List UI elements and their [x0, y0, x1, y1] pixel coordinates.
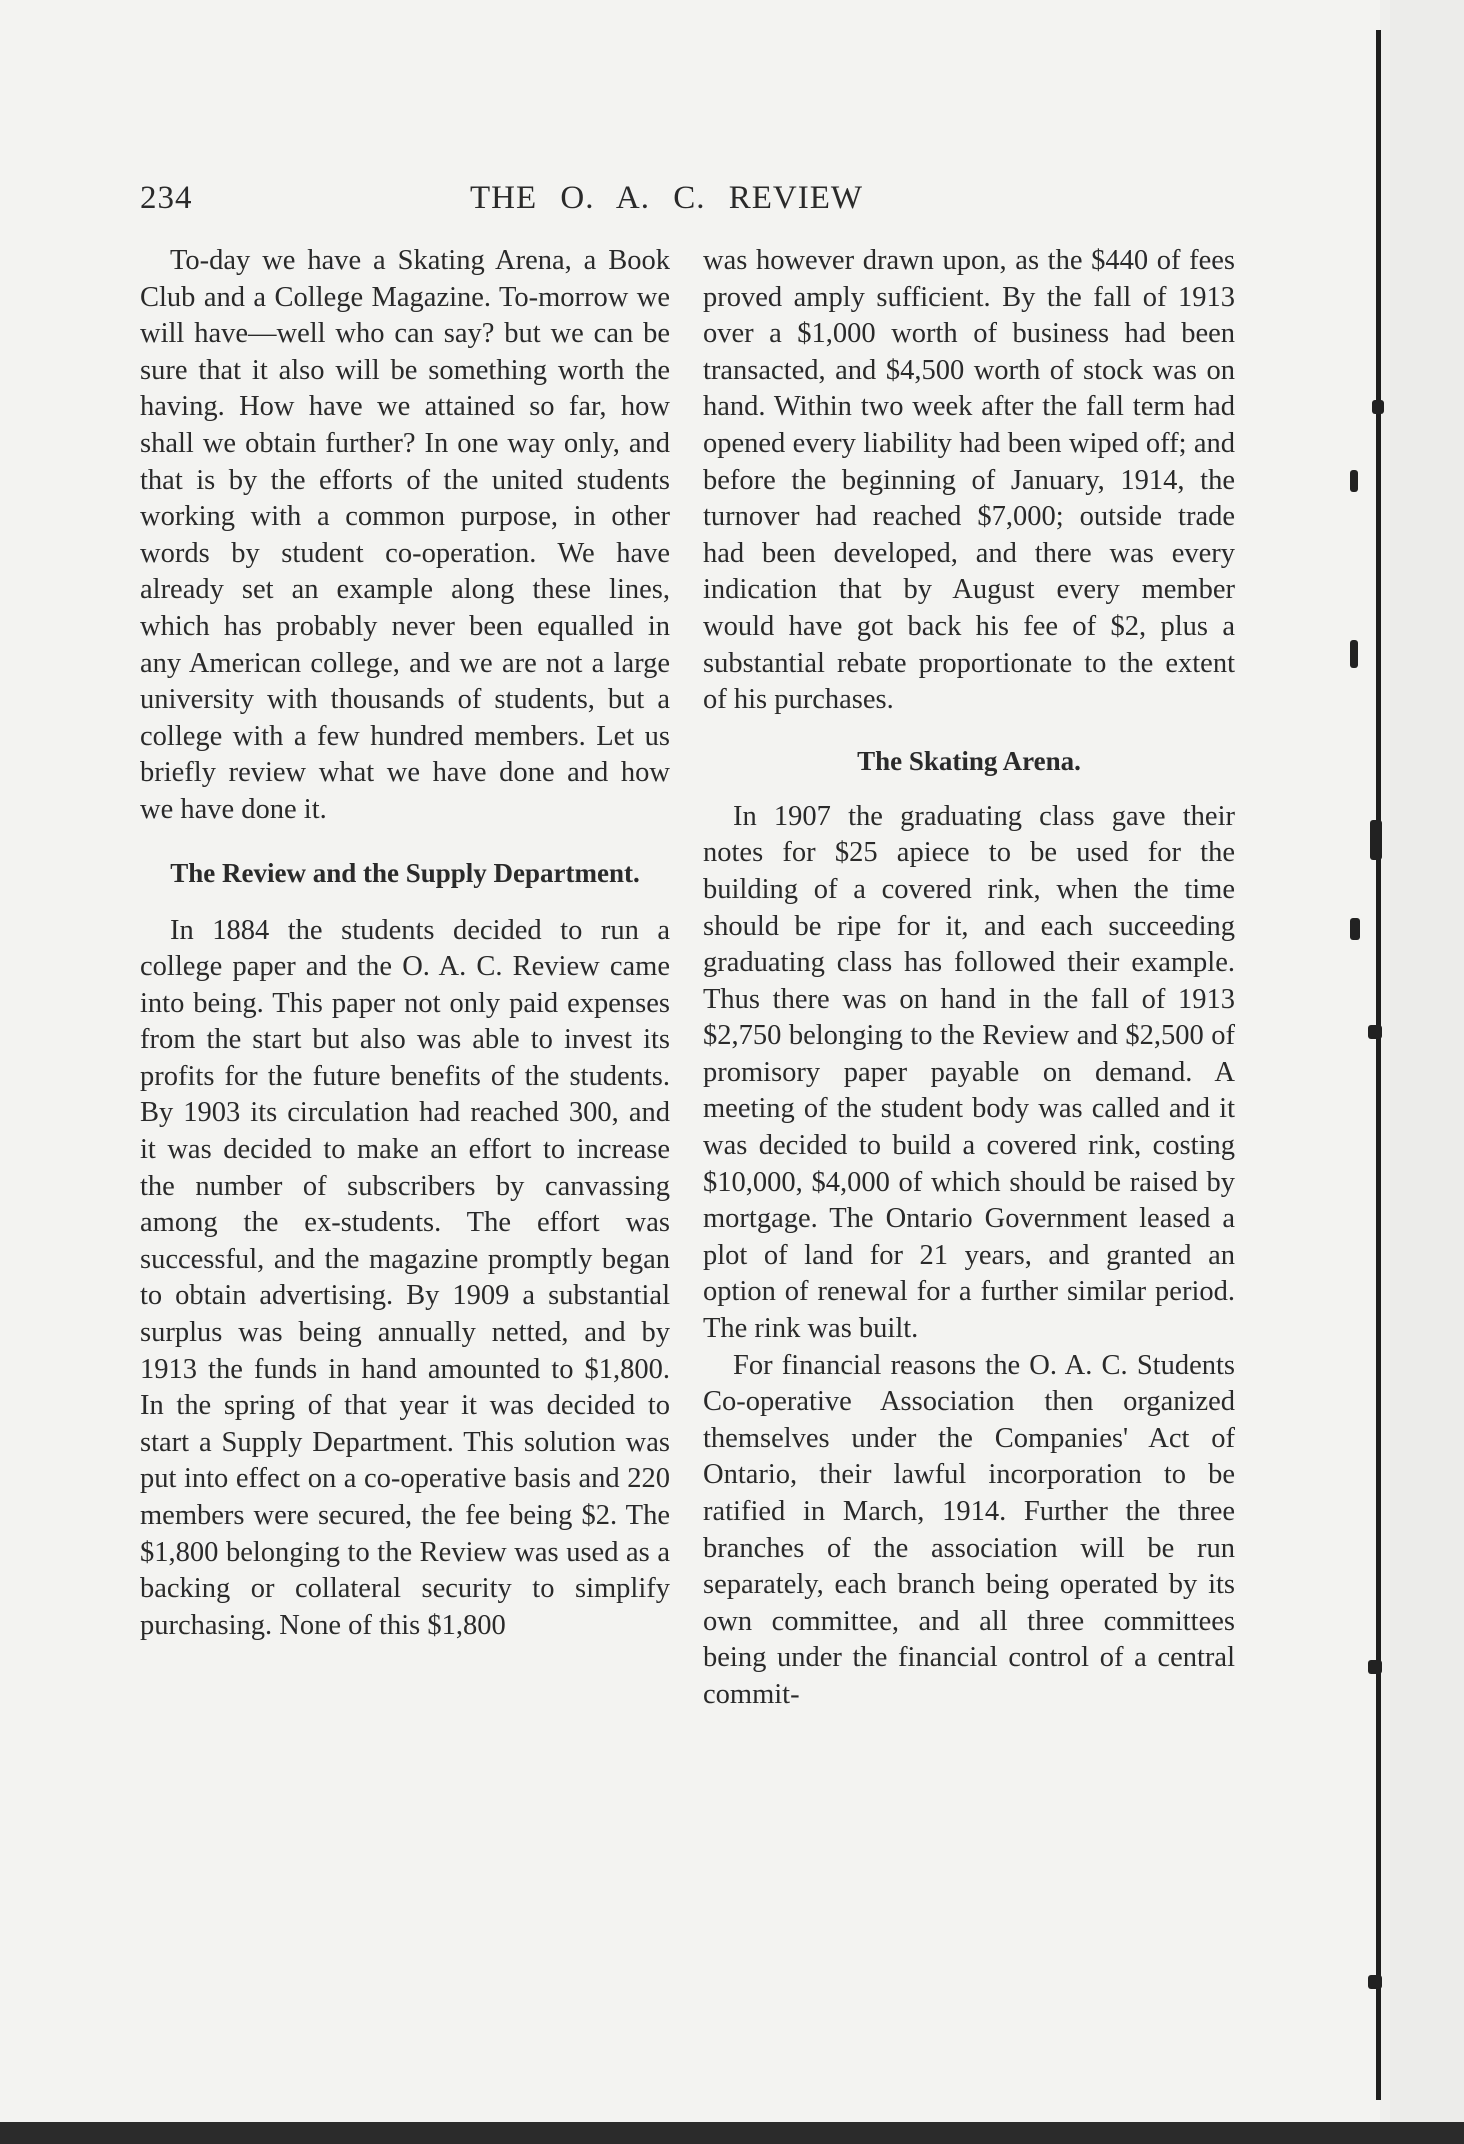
rink-history-paragraph: In 1907 the graduating class gave their notes for $25 apiece to be used for the building of a covered rink, when the time should be ripe for it, and each succeeding graduating class has followed their example. Thus there was on hand in the fall of 1913 $2,750 belonging to the Review and $2,500 of promisory paper payable on demand. A meeting of the student body was called and it was decided to build a covered rink, costing $10,000, $4,000 of which should be raised by mortgage. The Ontario Government leased a plot of land for 21 years, and granted an option of renewal for a further similar period. The rink was built. [703, 800, 1235, 1345]
binding-mark [1350, 640, 1358, 668]
binding-mark [1368, 1025, 1382, 1039]
supply-continuation-paragraph: was however drawn upon, as the $440 of fees proved amply sufficient. By the fall of 1913 over a $1,000 worth of business had been transacted, and $4,500 worth of stock was on hand. Within two week after the fall term had opened every liability had been wiped off; and before the beginning of January, 1914, the turnover had reached $7,000; outside trade had been developed, and there was every indication that by August every member would have got back his fee of $2, plus a substantial rebate proportionate to the extent of his purchases. [703, 245, 1235, 716]
binding-mark [1368, 1975, 1382, 1989]
skating-arena-heading: The Skating Arena. [857, 745, 1081, 776]
binding-mark [1350, 470, 1358, 492]
association-paragraph: For financial reasons the O. A. C. Students Co-operative Association then organized themselves under the Companies' Act of Ontario, their lawful incorporation to be ratified in March, 1914. Further the three branches of the association will be run separately, each branch being operated by its own committee, and all three committees being under the financial control of a central commit- [703, 1349, 1235, 1710]
page-number: 234 [140, 180, 193, 216]
right-column [703, 243, 1235, 1714]
left-column [140, 243, 670, 1644]
scan-margin [1390, 0, 1464, 2144]
review-history-paragraph: In 1884 the students decided to run a college paper and the O. A. C. Review came into being. This paper not only paid expenses from the start but also was able to invest its profits for the future benefits of the students. By 1903 its circulation had reached 300, and it was decided to make an effort to increase the number of subscribers by canvassing among the ex-students. The effort was successful, and the magazine promptly began to obtain advertising. By 1909 a substantial surplus was being annually netted, and by 1913 the funds in hand amounted to $1,800. In the spring of that year it was decided to start a Supply Department. This solution was put into effect on a co-operative basis and 220 members were secured, the fee being $2. The $1,800 belonging to the Review was used as a backing or collateral security to simplify purchasing. None of this $1,800 [140, 914, 670, 1641]
binding-edge-line [1376, 30, 1381, 2100]
binding-mark [1368, 1660, 1382, 1674]
review-supply-heading: The Review and the Supply Department. [170, 857, 640, 888]
binding-mark [1350, 918, 1360, 940]
binding-mark [1370, 820, 1382, 860]
binding-mark [1372, 400, 1384, 414]
page-header [140, 180, 1270, 224]
scan-bottom-edge [0, 2122, 1464, 2144]
intro-paragraph: To-day we have a Skating Arena, a Book Club and a College Magazine. To-morrow we will have—well who can say? but we can be sure that it also will be something worth the having. How have we attained so far, how shall we obtain further? In one way only, and that is by the efforts of the united students working with a common purpose, in other words by student co-operation. We have already set an example along these lines, which has probably never been equalled in any American college, and we are not a large university with thousands of students, but a college with a few hundred members. Let us briefly review what we have done and how we have done it. [140, 245, 670, 825]
running-title: THE O. A. C. REVIEW [470, 180, 864, 216]
